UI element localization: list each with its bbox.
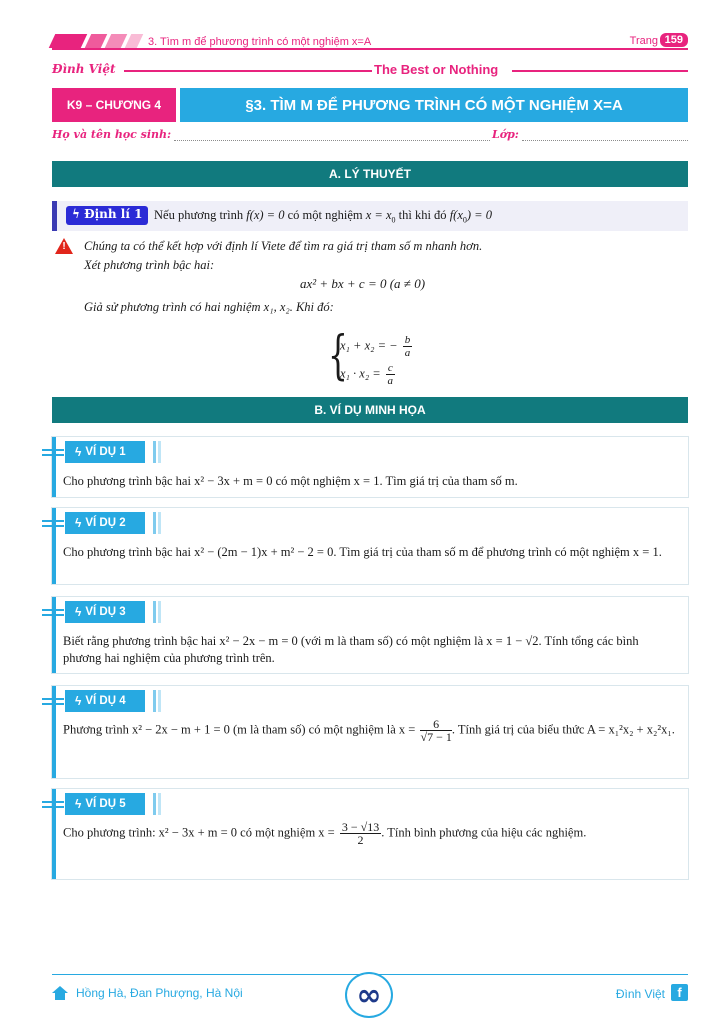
- example-text: Cho phương trình: x² − 3x + m = 0 có một nghiệm x = $\frac{3 - √13}{2}$ . Tính bình phương của hiệu các nghiệm.: [63, 820, 587, 847]
- example-card-2: [52, 508, 688, 584]
- warning-icon-mark: !: [62, 241, 66, 252]
- motto: The Best or Nothing: [374, 62, 499, 77]
- system-brace: {: [328, 326, 348, 386]
- chapter-badge: K9 – CHƯƠNG 4: [52, 88, 176, 122]
- quadratic-equation: ax² + bx + c = 0 (a ≠ 0): [299, 276, 426, 291]
- viete-product: x₁ · x₂ = $\frac{c}{a}$: [340, 362, 394, 387]
- home-icon: [52, 986, 68, 1000]
- header-rule: [52, 48, 688, 50]
- example-text: Cho phương trình bậc hai x² − (2m − 1)x + m² − 2 = 0. Tìm giá trị của tham số m để phương trình có một nghiệm x = 1.: [63, 545, 662, 559]
- student-info-row: [52, 128, 688, 144]
- note-line-1: Chúng ta có thể kết hợp với định lí Viete để tìm ra giá trị tham số m nhanh hơn.: [84, 239, 483, 253]
- infinity-logo-icon: ∞: [345, 972, 393, 1018]
- example-tag: ϟ VÍ DỤ 4: [65, 690, 145, 712]
- page-number: 159: [660, 33, 688, 47]
- motto-rule-right: [512, 70, 688, 72]
- lightning-icon: ϟ: [75, 445, 82, 459]
- example-card-5: [52, 789, 688, 879]
- example-tag: ϟ VÍ DỤ 1: [65, 441, 145, 463]
- class-field: [522, 140, 688, 141]
- example-marker: [42, 605, 64, 619]
- example-marker: [42, 797, 64, 811]
- viete-sum: x₁ + x₂ = − $\frac{b}{a}$: [340, 334, 411, 359]
- student-name-label: Họ và tên học sinh:: [52, 128, 172, 141]
- facebook-icon[interactable]: f: [671, 984, 688, 1001]
- examples-heading: B. VÍ DỤ MINH HỌA: [52, 397, 688, 423]
- lightning-icon: ϟ: [72, 207, 80, 221]
- example-text: Cho phương trình bậc hai x² − 3x + m = 0 có một nghiệm x = 1. Tìm giá trị của tham số m.: [63, 474, 518, 488]
- author-name: Đình Việt: [52, 62, 116, 76]
- lightning-icon: ϟ: [75, 797, 82, 811]
- example-marker: [42, 694, 64, 708]
- theory-heading: A. LÝ THUYẾT: [52, 161, 688, 187]
- student-name-field: [174, 140, 490, 141]
- lightning-icon: ϟ: [75, 694, 82, 708]
- theorem-box: [52, 201, 688, 231]
- header-stripes: [52, 34, 132, 48]
- lightning-icon: ϟ: [75, 516, 82, 530]
- running-section-title: 3. Tìm m để phương trình có một nghiệm x=A: [148, 36, 372, 48]
- footer-author: Đình Việt: [615, 987, 665, 1001]
- example-tag: ϟ VÍ DỤ 3: [65, 601, 145, 623]
- motto-rule-left: [124, 70, 372, 72]
- page-label: Trang: [629, 35, 658, 47]
- note-line-3: Giả sử phương trình có hai nghiệm x₁, x₂. Khi đó:: [84, 300, 334, 314]
- example-text: Phương trình x² − 2x − m + 1 = 0 (m là tham số) có một nghiệm là x = $\frac{6}{√7 - 1}$ . Tính giá trị của biểu thức A = x₁²x₂ + x₂²x₁.: [63, 717, 675, 744]
- theorem-statement: Nếu phương trình f(x) = 0 có một nghiệm $x = x_0$ thì khi đó $f(x_0) = 0$: [154, 208, 492, 225]
- example-tag: ϟ VÍ DỤ 5: [65, 793, 145, 815]
- example-card-1: [52, 437, 688, 497]
- example-tag: ϟ VÍ DỤ 2: [65, 512, 145, 534]
- note-line-2: Xét phương trình bậc hai:: [84, 258, 215, 272]
- footer-address: Hồng Hà, Đan Phượng, Hà Nội: [52, 986, 243, 1000]
- example-card-3: [52, 597, 688, 673]
- example-card-4: [52, 686, 688, 778]
- theorem-tag: ϟ Định lí 1: [66, 206, 148, 225]
- motto-row: [52, 62, 688, 80]
- lightning-icon: ϟ: [75, 605, 82, 619]
- example-marker: [42, 516, 64, 530]
- viete-system: [328, 328, 438, 390]
- example-text: Biết rằng phương trình bậc hai x² − 2x − m = 0 (với m là tham số) có một nghiệm là x = 1 − √2. Tính tổng các bình phương hai nghiệm của phương trình trên.: [63, 634, 639, 665]
- example-marker: [42, 445, 64, 459]
- lesson-title: §3. TÌM M ĐỂ PHƯƠNG TRÌNH CÓ MỘT NGHIỆM X=A: [180, 88, 688, 122]
- class-label: Lớp:: [492, 128, 519, 141]
